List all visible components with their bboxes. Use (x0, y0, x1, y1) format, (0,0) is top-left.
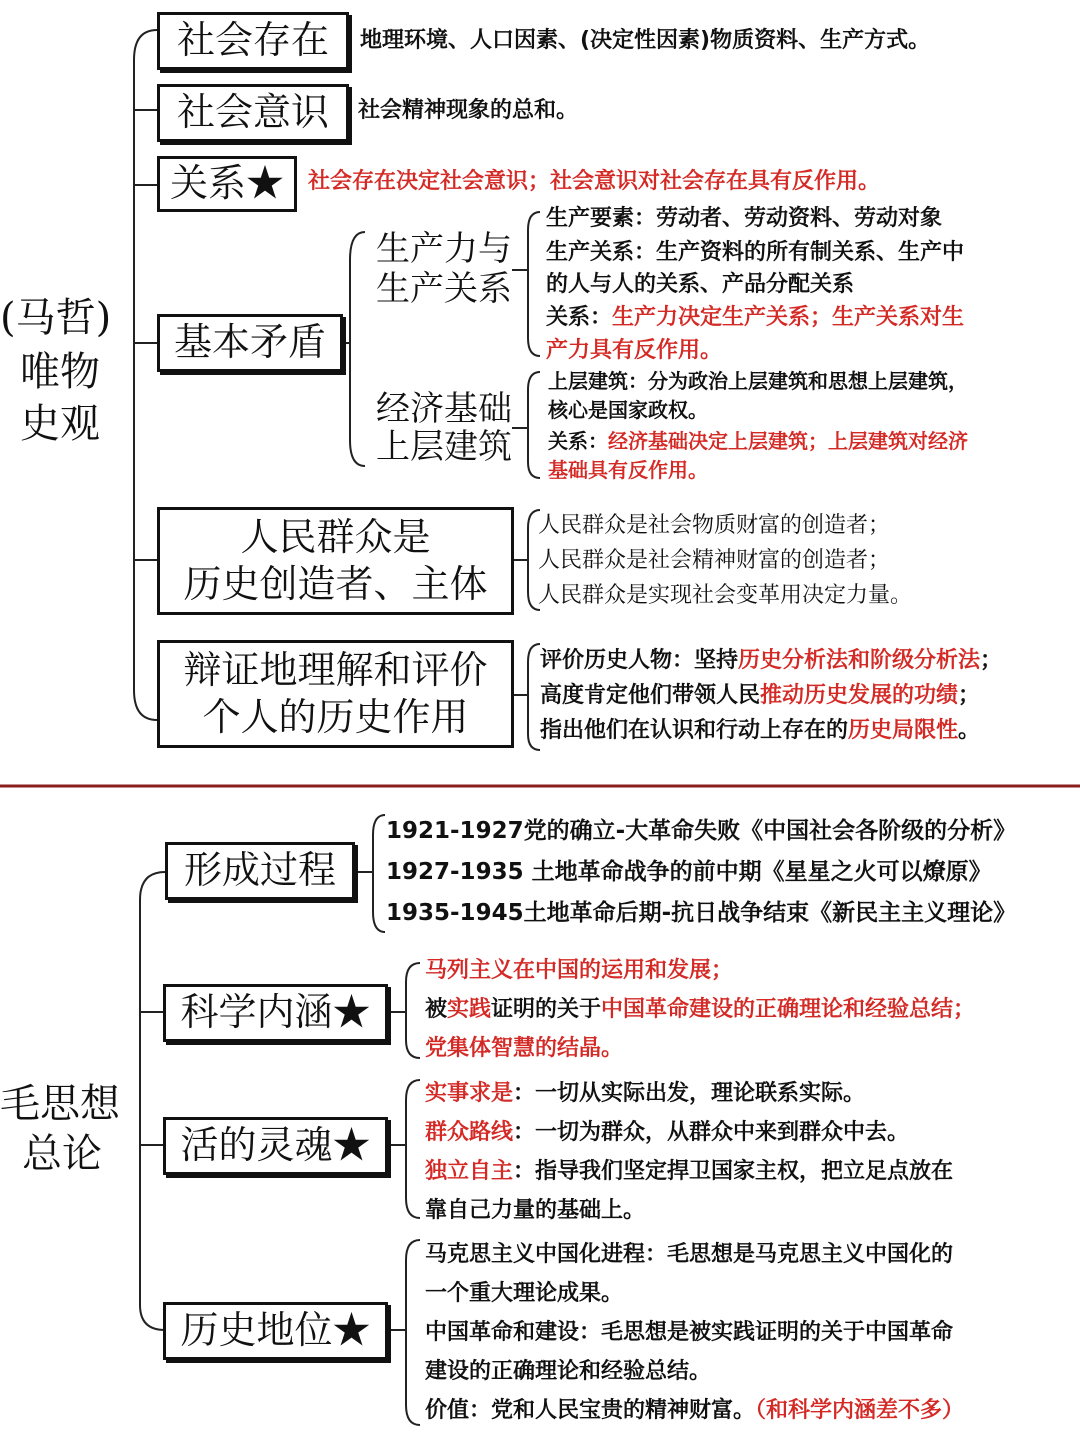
eb-line3: 关系：经济基础决定上层建筑；上层建筑对经济 (548, 429, 968, 453)
root2-label-line2: 总论 (22, 1131, 102, 1177)
formation-line3: 1935-1945土地革命后期-抗日战争结束《新民主主义理论》 (386, 900, 1017, 926)
node-living-soul: 活的灵魂★ (163, 1117, 388, 1175)
soul-line3: 独立自主：指导我们坚定捍卫国家主权，把立足点放在 (425, 1159, 954, 1184)
social-existence-desc: 地理环境、人口因素、(决定性因素)物质资料、生产方式。 (360, 28, 931, 53)
dialectic-line2: 高度肯定他们带领人民推动历史发展的功绩； (540, 683, 981, 708)
status-line2: 一个重大理论成果。 (425, 1281, 624, 1306)
status-line4: 建设的正确理论和经验总结。 (425, 1359, 712, 1384)
productive-forces-label-1: 生产力与 (376, 229, 512, 269)
science-line3: 党集体智慧的结晶。 (425, 1036, 624, 1061)
formation-line1: 1921-1927党的确立-大革命失败《中国社会各阶级的分析》 (386, 818, 1017, 844)
pf-line4: 关系：生产力决定生产关系；生产关系对生 (546, 305, 965, 330)
eb-line1: 上层建筑：分为政治上层建筑和思想上层建筑， (548, 369, 968, 393)
node-social-existence: 社会存在 (157, 12, 349, 70)
root2-label-line1: 毛思想 (0, 1081, 120, 1127)
node-formation: 形成过程 (165, 842, 355, 900)
eb-line4: 基础具有反作用。 (548, 458, 708, 482)
status-line3: 中国革命和建设：毛思想是被实践证明的关于中国革命 (425, 1320, 954, 1345)
node-scientific-connotation: 科学内涵★ (163, 984, 388, 1042)
social-consciousness-desc: 社会精神现象的总和。 (358, 98, 579, 123)
node-social-consciousness: 社会意识 (157, 84, 349, 142)
status-line5: 价值：党和人民宝贵的精神财富。（和科学内涵差不多） (425, 1398, 965, 1423)
node-relation: 关系★ (157, 156, 297, 212)
relation-desc: 社会存在决定社会意识；社会意识对社会存在具有反作用。 (308, 169, 881, 194)
node-basic-contradiction: 基本矛盾 (157, 314, 343, 372)
soul-line2: 群众路线：一切为群众，从群众中来到群众中去。 (425, 1120, 910, 1145)
dialectic-line3: 指出他们在认识和行动上存在的历史局限性。 (540, 718, 981, 743)
pf-line1: 生产要素：劳动者、劳动资料、劳动对象 (546, 206, 943, 231)
pf-line3: 的人与人的关系、产品分配关系 (546, 272, 855, 297)
formation-line2: 1927-1935 土地革命战争的前中期《星星之火可以燎原》 (386, 859, 992, 885)
science-line1: 马列主义在中国的运用和发展； (425, 958, 734, 983)
science-line2: 被实践证明的关于中国革命建设的正确理论和经验总结； (425, 997, 976, 1022)
pf-line2: 生产关系：生产资料的所有制关系、生产中 (546, 240, 965, 265)
soul-line4: 靠自己力量的基础上。 (425, 1198, 646, 1223)
eb-line2: 核心是国家政权。 (548, 398, 708, 422)
root-label-line3: 史观 (20, 401, 100, 447)
people-line3: 人民群众是实现社会变革用决定力量。 (538, 583, 913, 608)
node-dialectic: 辩证地理解和评价 个人的历史作用 (157, 640, 514, 748)
economic-base-label-1: 经济基础 (376, 389, 512, 429)
soul-line1: 实事求是：一切从实际出发，理论联系实际。 (425, 1081, 866, 1106)
root-label-line1: (马哲) (0, 295, 112, 341)
people-line2: 人民群众是社会精神财富的创造者； (538, 548, 891, 573)
productive-forces-label-2: 生产关系 (376, 269, 512, 309)
node-historical-status: 历史地位★ (163, 1302, 388, 1360)
status-line1: 马克思主义中国化进程：毛思想是马克思主义中国化的 (425, 1242, 954, 1267)
pf-line5: 产力具有反作用。 (546, 338, 723, 363)
node-people: 人民群众是 历史创造者、主体 (157, 507, 514, 615)
dialectic-line1: 评价历史人物：坚持历史分析法和阶级分析法； (540, 648, 1003, 673)
root-label-line2: 唯物 (20, 349, 100, 395)
economic-base-label-2: 上层建筑 (376, 427, 512, 467)
people-line1: 人民群众是社会物质财富的创造者； (538, 513, 891, 538)
